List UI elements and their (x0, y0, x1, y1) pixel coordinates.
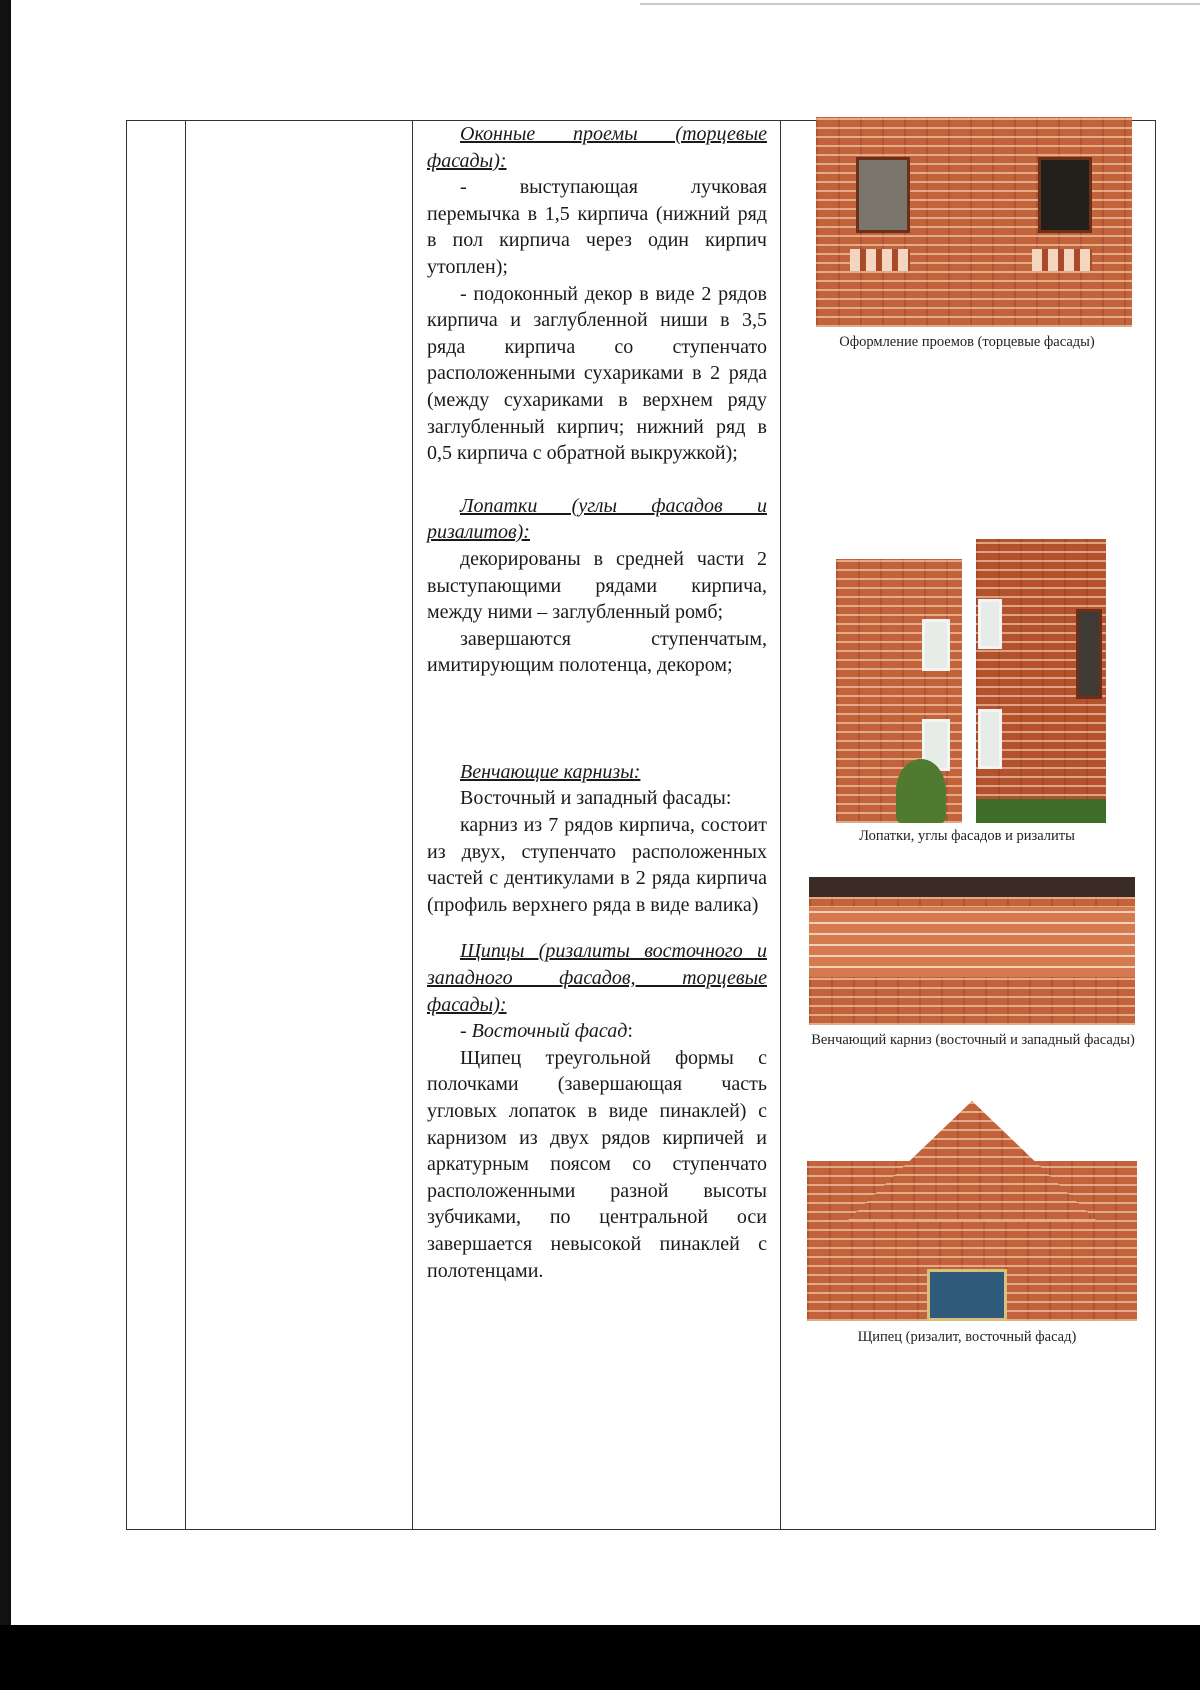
subheading-colon: : (627, 1020, 633, 1043)
section-heading: Лопатки (углы фасадов и ризалитов): (427, 494, 767, 544)
window (978, 599, 1002, 649)
window (1076, 609, 1102, 699)
paragraph: - подоконный декор в виде 2 рядов кирпича и заглубленной ниши в 3,5 ряда кирпича со ступенчато расположенными сухариками в 2 ряда (между сухариками в верхнем ряду заглубленный кирпич; нижний ряд в 0,5 кирпича с обратной выкружкой); (427, 282, 767, 465)
column-divider-1 (185, 121, 186, 1529)
scan-edge-bottom (0, 1625, 1200, 1690)
paragraph: Восточный и западный фасады: (460, 787, 732, 810)
roof-edge (809, 877, 1135, 897)
section-window-openings (427, 121, 767, 467)
scan-edge-left (0, 0, 11, 1625)
cornice-courses (809, 907, 1135, 977)
description-table (126, 120, 1156, 1530)
paragraph: декорированы в средней части 2 выступающими рядами кирпича, между ними – заглубленный ромб; (427, 547, 767, 624)
description-text-cell (427, 121, 767, 1284)
paragraph: завершаются ступенчатым, имитирующим полотенца, декором; (427, 627, 767, 677)
shrub (896, 759, 946, 823)
paragraph: Щипец треугольной формы с полочками (завершающая часть угловых лопаток в виде пинаклей) с карнизом из двух рядов кирпичей и аркатурным поясом со ступенчато расположенными разной высоты зубчиками, по центральной оси завершается невысокой пинаклей с полотенцами. (427, 1046, 767, 1282)
paragraph: карниз из 7 рядов кирпича, состоит из двух, ступенчато расположенных частей с дентикулами в 2 ряда кирпича (профиль верхнего ряда в виде валика) (427, 814, 767, 916)
window-left (856, 157, 910, 233)
window (978, 709, 1002, 769)
section-subheading (427, 1018, 767, 1045)
section-pilasters (427, 493, 767, 679)
section-cornices (427, 759, 767, 919)
column-divider-2 (412, 121, 413, 1529)
photo-window-openings (816, 117, 1132, 327)
photo-cornice (809, 877, 1135, 1025)
subheading-text: - Восточный фасад (460, 1020, 628, 1043)
figure-caption: Лопатки, углы фасадов и ризалиты (859, 828, 1075, 844)
paragraph: - выступающая лучковая перемычка в 1,5 кирпича (нижний ряд в пол кирпича через один кирпич утоплен); (427, 176, 767, 278)
sill-decor-right (1032, 249, 1092, 271)
photo-pilaster-left (836, 529, 962, 823)
window (922, 619, 950, 671)
sill-decor-left (850, 249, 910, 271)
figure-caption: Щипец (ризалит, восточный фасад) (857, 1329, 1077, 1345)
section-gables (427, 938, 767, 1284)
figure-caption: Венчающий карниз (восточный и западный фасады) (811, 1032, 1135, 1048)
photo-gable (807, 1101, 1137, 1321)
figure-caption: Оформление проемов (торцевые фасады) (839, 334, 1095, 350)
photo-pilaster-right (976, 539, 1106, 823)
scan-edge-top (640, 3, 1200, 5)
section-heading: Щипцы (ризалиты восточного и западного фасадов, торцевые фасады): (427, 940, 767, 1016)
gable-window (927, 1269, 1007, 1321)
section-heading: Венчающие карнизы: (460, 760, 641, 783)
window-right (1038, 157, 1092, 233)
section-heading: Оконные проемы (торцевые фасады): (427, 123, 767, 172)
